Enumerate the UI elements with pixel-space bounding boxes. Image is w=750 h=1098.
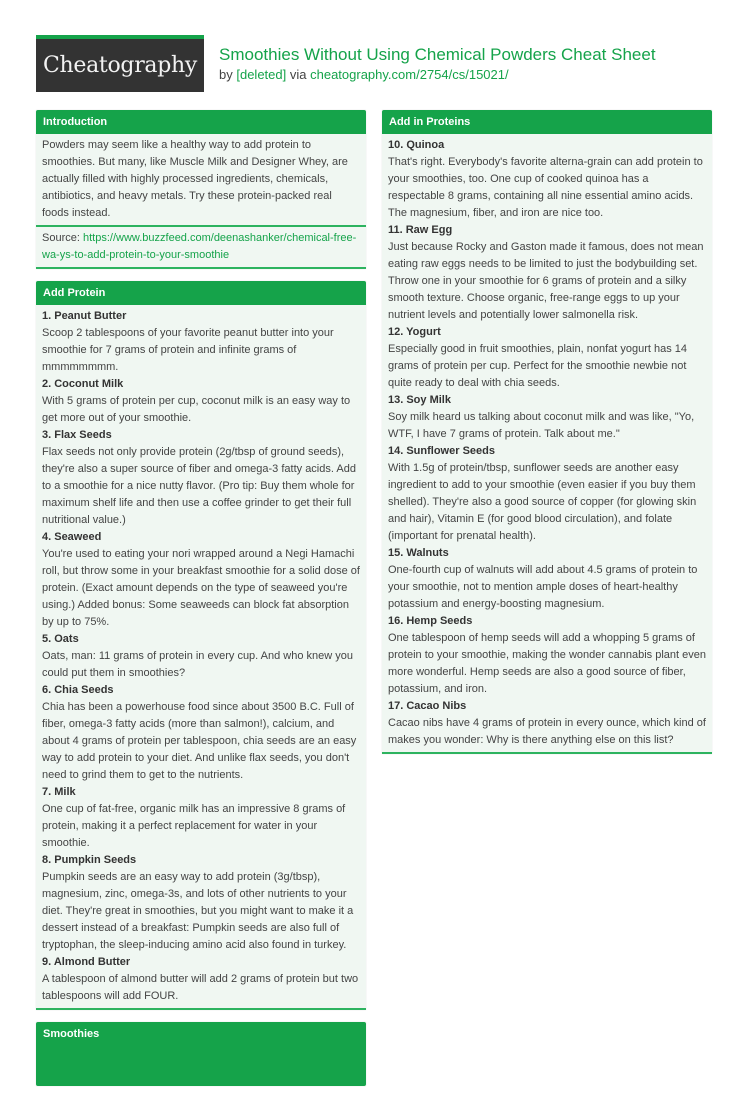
section-body — [36, 305, 366, 1010]
item-text: You're used to eating your nori wrapped around a Negi Hamachi roll, but throw some in your breakfast smoothie for a solid dose of protein. (Exact amount depends on the type of seaweed you're using.) Added bonus: Some seaweeds can block fat absorption by up to 75%. — [42, 548, 360, 628]
section-heading: Introduction — [36, 110, 366, 134]
item-title: 1. Peanut Butter — [42, 310, 127, 322]
item-title: 9. Almond Butter — [42, 956, 131, 968]
right-column — [382, 110, 712, 766]
item-text: Soy milk heard us talking about coconut milk and was like, "Yo, WTF, I have 7 grams of protein. Talk about me." — [388, 411, 695, 440]
intro-text: Powders may seem like a healthy way to add protein to smoothies. But many, like Muscle Milk and Designer Whey, are actually filled with highly processed ingredients, chemicals, antibiotics, and heavy metals. Try these protein-packed real foods instead. — [42, 139, 348, 219]
item-title: 3. Flax Seeds — [42, 429, 112, 441]
item-title: 7. Milk — [42, 786, 76, 798]
sheet-header — [219, 44, 656, 84]
page-title: Smoothies Without Using Chemical Powders Cheat Sheet — [219, 45, 656, 64]
item-title: 12. Yogurt — [388, 326, 441, 338]
item-title: 5. Oats — [42, 633, 79, 645]
item-title: 15. Walnuts — [388, 547, 449, 559]
section-heading: Smoothies — [36, 1022, 366, 1086]
logo-text: Cheatography — [42, 53, 198, 78]
item-text: One cup of fat-free, organic milk has an impressive 8 grams of protein, making it a perfect replacement for water in your smoothie. — [42, 803, 346, 849]
section-smoothies — [36, 1022, 366, 1086]
source-link[interactable]: https://www.buzzfeed.com/deenashanker/chemical-free-wa-ys-to-add-protein-to-your-smoothie — [42, 232, 357, 261]
item-text: Flax seeds not only provide protein (2g/tbsp of ground seeds), they're also a super source of fiber and omega-3 fatty acids. Add to a smoothie for a nice nutty flavor. (Pro tip: Buy them whole for maximum shelf life and then use a coffee grinder to get their full nutritional value.) — [42, 446, 356, 526]
item-title: 8. Pumpkin Seeds — [42, 854, 137, 866]
item-text: A tablespoon of almond butter will add 2 grams of protein but two tablespoons will add FOUR. — [42, 973, 359, 1002]
item-title: 6. Chia Seeds — [42, 684, 114, 696]
via-label: via — [289, 67, 307, 82]
source-label: Source: — [42, 232, 80, 244]
item-text: Scoop 2 tablespoons of your favorite peanut butter into your smoothie for 7 grams of protein and infinite grams of mmmmmmmm. — [42, 327, 334, 373]
by-label: by — [219, 67, 233, 82]
item-text: With 1.5g of protein/tbsp, sunflower seeds are another easy ingredient to add to your smoothie (even easier if you buy them shelled). They're also a good source of copper (for glowing skin and hair), Vitamin E (for good blood circulation), and folate (important for prenatal health). — [388, 462, 697, 542]
item-text: Cacao nibs have 4 grams of protein in every ounce, which kind of makes you wonder: Why is there anything else on this list? — [388, 717, 706, 746]
item-text: Chia has been a powerhouse food since about 3500 B.C. Full of fiber, omega-3 fatty acids (more than salmon!), calcium, and about 4 grams of protein per tablespoon, chia seeds are an easy way to add protein to your diet. And unlike flax seeds, you don't need to grind them to get to the nutrients. — [42, 701, 357, 781]
item-text: With 5 grams of protein per cup, coconut milk is an easy way to get more out of your smoothie. — [42, 395, 351, 424]
section-add-protein — [36, 281, 366, 1010]
section-add-in-proteins — [382, 110, 712, 754]
item-text: One tablespoon of hemp seeds will add a whopping 5 grams of protein to your smoothie, making the wonder cannabis plant even more wonderful. Hemp seeds are also a good source of fiber, potassium, and iron. — [388, 632, 706, 695]
source-line — [36, 227, 366, 269]
section-heading: Add Protein — [36, 281, 366, 305]
section-body — [382, 134, 712, 754]
item-text: That's right. Everybody's favorite alterna-grain can add protein to your smoothies, too. One cup of cooked quinoa has a respectable 8 grams, containing all nine essential amino acids. The magnesium, fiber, and iron are nice too. — [388, 156, 703, 219]
item-title: 13. Soy Milk — [388, 394, 451, 406]
item-text: Pumpkin seeds are an easy way to add protein (3g/tbsp), magnesium, zinc, omega-3s, and lots of other nutrients to your diet. They're great in smoothies, but you might want to make it a dessert instead of a breakfast: Pumpkin seeds are also full of tryptophan, the sleep-inducing amino acid also found in turkey. — [42, 871, 354, 951]
section-body — [36, 134, 366, 227]
cheatography-logo[interactable] — [36, 35, 204, 92]
sheet-url-link[interactable]: cheatography.com/2754/cs/15021/ — [310, 67, 509, 82]
item-title: 17. Cacao Nibs — [388, 700, 467, 712]
item-title: 2. Coconut Milk — [42, 378, 124, 390]
item-text: Just because Rocky and Gaston made it famous, does not mean eating raw eggs needs to be limited to just the bodybuilding set. Throw one in your smoothie for 6 grams of protein and a silky smooth texture. Choose organic, free-range eggs to up your nutrient levels and potentially lower salmonella risk. — [388, 241, 704, 321]
item-title: 14. Sunflower Seeds — [388, 445, 495, 457]
item-text: Oats, man: 11 grams of protein in every cup. And who knew you could put them in smoothies? — [42, 650, 354, 679]
item-text: Especially good in fruit smoothies, plain, nonfat yogurt has 14 grams of protein per cup. Perfect for the smoothie newbie not quite ready to deal with chia seeds. — [388, 343, 688, 389]
section-introduction — [36, 110, 366, 269]
section-heading: Add in Proteins — [382, 110, 712, 134]
byline — [219, 66, 656, 84]
item-title: 10. Quinoa — [388, 139, 445, 151]
item-title: 4. Seaweed — [42, 531, 102, 543]
author-link[interactable]: [deleted] — [236, 67, 287, 82]
item-text: One-fourth cup of walnuts will add about 4.5 grams of protein to your smoothie, not to mention ample doses of heart-healthy potassium and energy-boosting magnesium. — [388, 564, 698, 610]
left-column — [36, 110, 366, 1098]
item-title: 16. Hemp Seeds — [388, 615, 473, 627]
item-title: 11. Raw Egg — [388, 224, 453, 236]
